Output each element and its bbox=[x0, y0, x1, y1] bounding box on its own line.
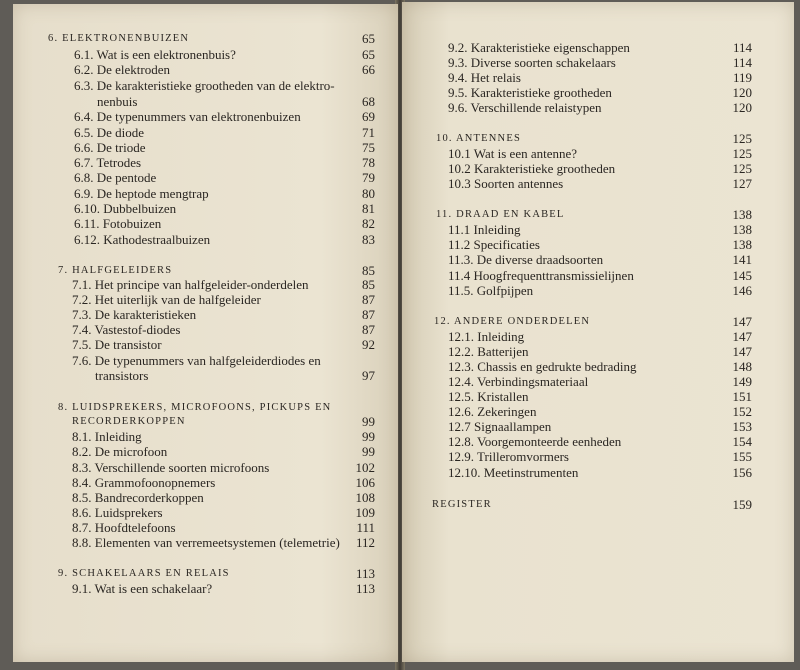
page-number: 92 bbox=[362, 337, 375, 352]
entry-title: transistors bbox=[95, 368, 149, 383]
entry-title: 10.2 Karakteristieke grootheden bbox=[448, 161, 616, 176]
page-number: 102 bbox=[355, 460, 375, 475]
entry-title: nenbuis bbox=[97, 94, 138, 109]
page-number: 147 bbox=[732, 329, 752, 344]
page-number: 85 bbox=[362, 277, 375, 292]
entry-title: 7.2. Het uiterlijk van de halfgeleider bbox=[72, 292, 261, 307]
page-number: 71 bbox=[362, 125, 375, 140]
entry-title: 12.10. Meetinstrumenten bbox=[448, 465, 579, 480]
page-number: 113 bbox=[355, 566, 375, 581]
entry-title: 11.2 Specificaties bbox=[448, 237, 540, 252]
page-number: 97 bbox=[362, 368, 375, 383]
entry-title: 6.2. De elektroden bbox=[74, 62, 171, 77]
page-number: 138 bbox=[732, 237, 752, 252]
page-number: 147 bbox=[732, 344, 752, 359]
entry-title: 12.6. Zekeringen bbox=[448, 404, 537, 419]
entry-title: 6.11. Fotobuizen bbox=[74, 216, 162, 231]
page-number: 69 bbox=[362, 109, 375, 124]
page-number: 127 bbox=[732, 176, 752, 191]
page-number: 119 bbox=[732, 70, 752, 85]
page-number: 154 bbox=[732, 434, 752, 449]
page-number: 151 bbox=[732, 389, 752, 404]
page-number: 125 bbox=[732, 146, 752, 161]
page-number: 85 bbox=[362, 263, 375, 278]
page-number: 109 bbox=[355, 505, 375, 520]
page-number: 87 bbox=[362, 322, 375, 337]
page-number: 81 bbox=[362, 201, 375, 216]
page-number: 147 bbox=[732, 314, 752, 329]
entry-title: 11.5. Golfpijpen bbox=[448, 283, 534, 298]
entry-title: 8.1. Inleiding bbox=[72, 429, 142, 444]
page-number: 148 bbox=[732, 359, 752, 374]
page-number: 159 bbox=[732, 497, 752, 512]
page-number: 125 bbox=[732, 161, 752, 176]
page-number: 65 bbox=[362, 31, 375, 46]
entry-title: 7.3. De karakteristieken bbox=[72, 307, 197, 322]
entry-title: 7.1. Het principe van halfgeleider-onderdelen bbox=[72, 277, 309, 292]
page-number: 108 bbox=[355, 490, 375, 505]
page-number: 106 bbox=[355, 475, 375, 490]
entry-title: REGISTER bbox=[432, 499, 492, 510]
page-number: 99 bbox=[362, 429, 375, 444]
entry-title: 8.2. De microfoon bbox=[72, 444, 168, 459]
entry-title: 8.6. Luidsprekers bbox=[72, 505, 163, 520]
entry-title: 6.4. De typenummers van elektronenbuizen bbox=[74, 109, 301, 124]
entry-title: 6.7. Tetrodes bbox=[74, 155, 142, 170]
entry-title: 10. ANTENNES bbox=[436, 133, 521, 144]
entry-title: 6.10. Dubbelbuizen bbox=[74, 201, 177, 216]
page-number: 114 bbox=[732, 55, 752, 70]
page-number: 120 bbox=[732, 85, 752, 100]
entry-title: 7.5. De transistor bbox=[72, 337, 162, 352]
entry-title: 9. SCHAKELAARS EN RELAIS bbox=[58, 568, 230, 579]
entry-title: 9.3. Diverse soorten schakelaars bbox=[448, 55, 616, 70]
page-number: 80 bbox=[362, 186, 375, 201]
entry-title: 6.12. Kathodestraalbuizen bbox=[74, 232, 211, 247]
entry-title: 11.3. De diverse draadsoorten bbox=[448, 252, 604, 267]
entry-title: 12. ANDERE ONDERDELEN bbox=[434, 316, 591, 327]
entry-title: 8.7. Hoofdtelefoons bbox=[72, 520, 176, 535]
page-number: 138 bbox=[732, 207, 752, 222]
page-number: 156 bbox=[732, 465, 752, 480]
page-number: 78 bbox=[362, 155, 375, 170]
page-number: 145 bbox=[732, 268, 752, 283]
page-number: 65 bbox=[362, 47, 375, 62]
entry-title: 8.3. Verschillende soorten microfoons bbox=[72, 460, 270, 475]
entry-title: 9.4. Het relais bbox=[448, 70, 521, 85]
page-number: 87 bbox=[362, 307, 375, 322]
entry-title: 7.4. Vastestof-diodes bbox=[72, 322, 181, 337]
entry-title: 9.1. Wat is een schakelaar? bbox=[72, 581, 213, 596]
entry-title: 8.4. Grammofoonopnemers bbox=[72, 475, 216, 490]
entry-title: 11.4 Hoogfrequenttransmissielijnen bbox=[448, 268, 634, 283]
page-number: 82 bbox=[362, 216, 375, 231]
entry-title: 8.5. Bandrecorderkoppen bbox=[72, 490, 204, 505]
entry-title: 6.8. De pentode bbox=[74, 170, 157, 185]
entry-title: 12.8. Voorgemonteerde eenheden bbox=[448, 434, 622, 449]
page-number: 66 bbox=[362, 62, 375, 77]
page-number: 125 bbox=[732, 131, 752, 146]
entry-title: 6.1. Wat is een elektronenbuis? bbox=[74, 47, 236, 62]
entry-title: 6. ELEKTRONENBUIZEN bbox=[48, 33, 190, 44]
entry-title: 9.6. Verschillende relaistypen bbox=[448, 100, 602, 115]
page-number: 152 bbox=[732, 404, 752, 419]
entry-title: 9.2. Karakteristieke eigenschappen bbox=[448, 40, 630, 55]
entry-title: 10.3 Soorten antennes bbox=[448, 176, 564, 191]
entry-title: 6.3. De karakteristieke grootheden van de elektro- bbox=[74, 78, 335, 93]
entry-title: 12.5. Kristallen bbox=[448, 389, 529, 404]
page-number: 112 bbox=[355, 535, 375, 550]
entry-title: 7. HALFGELEIDERS bbox=[58, 265, 173, 276]
page-number: 75 bbox=[362, 140, 375, 155]
entry-title: 12.7 Signaallampen bbox=[448, 419, 552, 434]
page-number: 83 bbox=[362, 232, 375, 247]
page-number: 99 bbox=[362, 444, 375, 459]
page-number: 138 bbox=[732, 222, 752, 237]
page-number: 149 bbox=[732, 374, 752, 389]
entry-title: 11. DRAAD EN KABEL bbox=[436, 209, 565, 220]
page-number: 111 bbox=[356, 520, 375, 535]
page-number: 141 bbox=[732, 252, 752, 267]
entry-title: 6.6. De triode bbox=[74, 140, 146, 155]
entry-title: 12.2. Batterijen bbox=[448, 344, 529, 359]
page-number: 153 bbox=[732, 419, 752, 434]
page-number: 146 bbox=[732, 283, 752, 298]
entry-title: 8.8. Elementen van verremeetsystemen (telemetrie) bbox=[72, 535, 340, 550]
page-number: 79 bbox=[362, 170, 375, 185]
entry-title: 10.1 Wat is een antenne? bbox=[448, 146, 578, 161]
entry-title: 8. LUIDSPREKERS, MICROFOONS, PICKUPS EN bbox=[58, 402, 332, 413]
entry-title: 6.9. De heptode mengtrap bbox=[74, 186, 209, 201]
entry-title: RECORDERKOPPEN bbox=[72, 416, 186, 427]
page-number: 87 bbox=[362, 292, 375, 307]
page-number: 68 bbox=[362, 94, 375, 109]
page-number: 120 bbox=[732, 100, 752, 115]
page-number: 99 bbox=[362, 414, 375, 429]
entry-title: 11.1 Inleiding bbox=[448, 222, 521, 237]
entry-title: 7.6. De typenummers van halfgeleiderdiodes en bbox=[72, 353, 321, 368]
entry-title: 9.5. Karakteristieke grootheden bbox=[448, 85, 612, 100]
entry-title: 6.5. De diode bbox=[74, 125, 145, 140]
entry-title: 12.1. Inleiding bbox=[448, 329, 525, 344]
page-number: 155 bbox=[732, 449, 752, 464]
entry-title: 12.9. Trilleromvormers bbox=[448, 449, 569, 464]
entry-title: 12.4. Verbindingsmateriaal bbox=[448, 374, 589, 389]
page-number: 114 bbox=[732, 40, 752, 55]
entry-title: 12.3. Chassis en gedrukte bedrading bbox=[448, 359, 637, 374]
page-number: 113 bbox=[355, 581, 375, 596]
